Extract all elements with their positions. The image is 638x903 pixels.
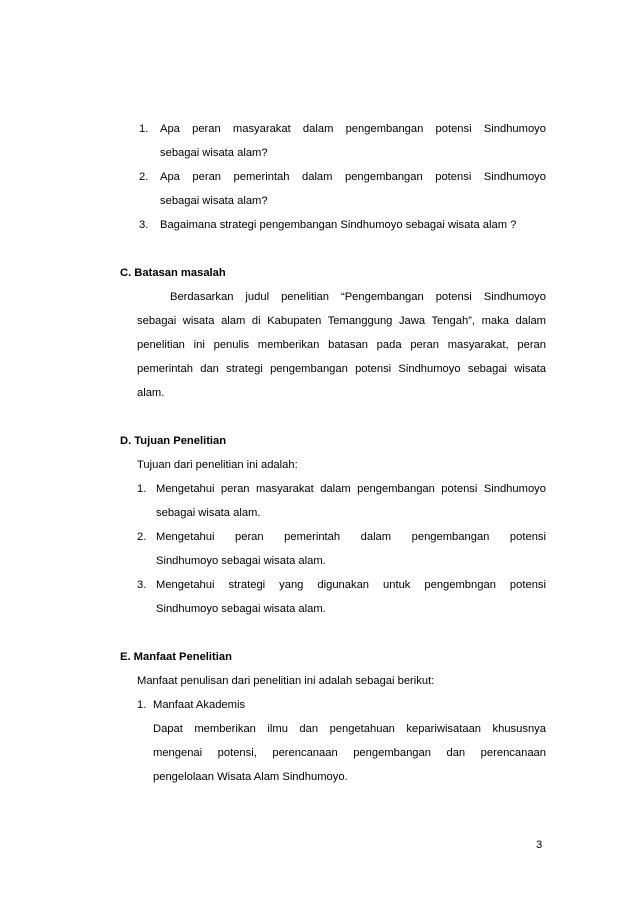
section-e-intro: Manfaat penulisan dari penelitian ini adalah sebagai berikut:: [137, 675, 435, 687]
section-c-line-5: alam.: [137, 387, 165, 399]
question-2-number: 2.: [139, 171, 149, 183]
objective-1-text-cont: sebagai wisata alam.: [156, 507, 261, 519]
benefit-1-number: 1.: [137, 699, 147, 711]
section-c-line-2: sebagai wisata alam di Kabupaten Temanggung Jawa Tengah”, maka dalam: [137, 315, 546, 327]
objective-2-text: Mengetahui peran pemerintah dalam pengembangan potensi: [156, 531, 546, 543]
benefit-1-title: Manfaat Akademis: [153, 699, 246, 711]
question-1-text: Apa peran masyarakat dalam pengembangan potensi Sindhumoyo: [160, 123, 546, 135]
question-2-text-cont: sebagai wisata alam?: [160, 195, 268, 207]
section-d-intro: Tujuan dari penelitian ini adalah:: [137, 459, 298, 471]
section-d-heading: D. Tujuan Penelitian: [120, 435, 227, 447]
question-1-number: 1.: [139, 123, 149, 135]
objective-3-number: 3.: [137, 579, 147, 591]
question-3-number: 3.: [139, 219, 149, 231]
section-c-line-1: Berdasarkan judul penelitian “Pengembangan potensi Sindhumoyo: [170, 291, 546, 303]
page-number: 3: [536, 839, 543, 851]
objective-1-text: Mengetahui peran masyarakat dalam pengembangan potensi Sindhumoyo: [156, 483, 546, 495]
benefit-1-line-3: pengelolaan Wisata Alam Sindhumoyo.: [153, 771, 348, 783]
objective-2-text-cont: Sindhumoyo sebagai wisata alam.: [156, 555, 326, 567]
benefit-1-line-2: mengenai potensi, perencanaan pengembangan dan perencanaan: [153, 747, 546, 759]
question-3-text: Bagaimana strategi pengembangan Sindhumoyo sebagai wisata alam ?: [160, 219, 517, 231]
section-c-line-4: pemerintah dan strategi pengembangan potensi Sindhumoyo sebagai wisata: [137, 363, 546, 375]
objective-3-text-cont: Sindhumoyo sebagai wisata alam.: [156, 603, 326, 615]
section-e-heading: E. Manfaat Penelitian: [120, 651, 232, 663]
objective-1-number: 1.: [137, 483, 147, 495]
section-c-line-3: penelitian ini penulis memberikan batasan pada peran masyarakat, peran: [137, 339, 546, 351]
objective-2-number: 2.: [137, 531, 147, 543]
objective-3-text: Mengetahui strategi yang digunakan untuk pengembngan potensi: [156, 579, 546, 591]
question-2-text: Apa peran pemerintah dalam pengembangan potensi Sindhumoyo: [160, 171, 546, 183]
section-c-heading: C. Batasan masalah: [120, 267, 226, 279]
benefit-1-line-1: Dapat memberikan ilmu dan pengetahuan kepariwisataan khususnya: [153, 723, 546, 735]
question-1-text-cont: sebagai wisata alam?: [160, 147, 268, 159]
